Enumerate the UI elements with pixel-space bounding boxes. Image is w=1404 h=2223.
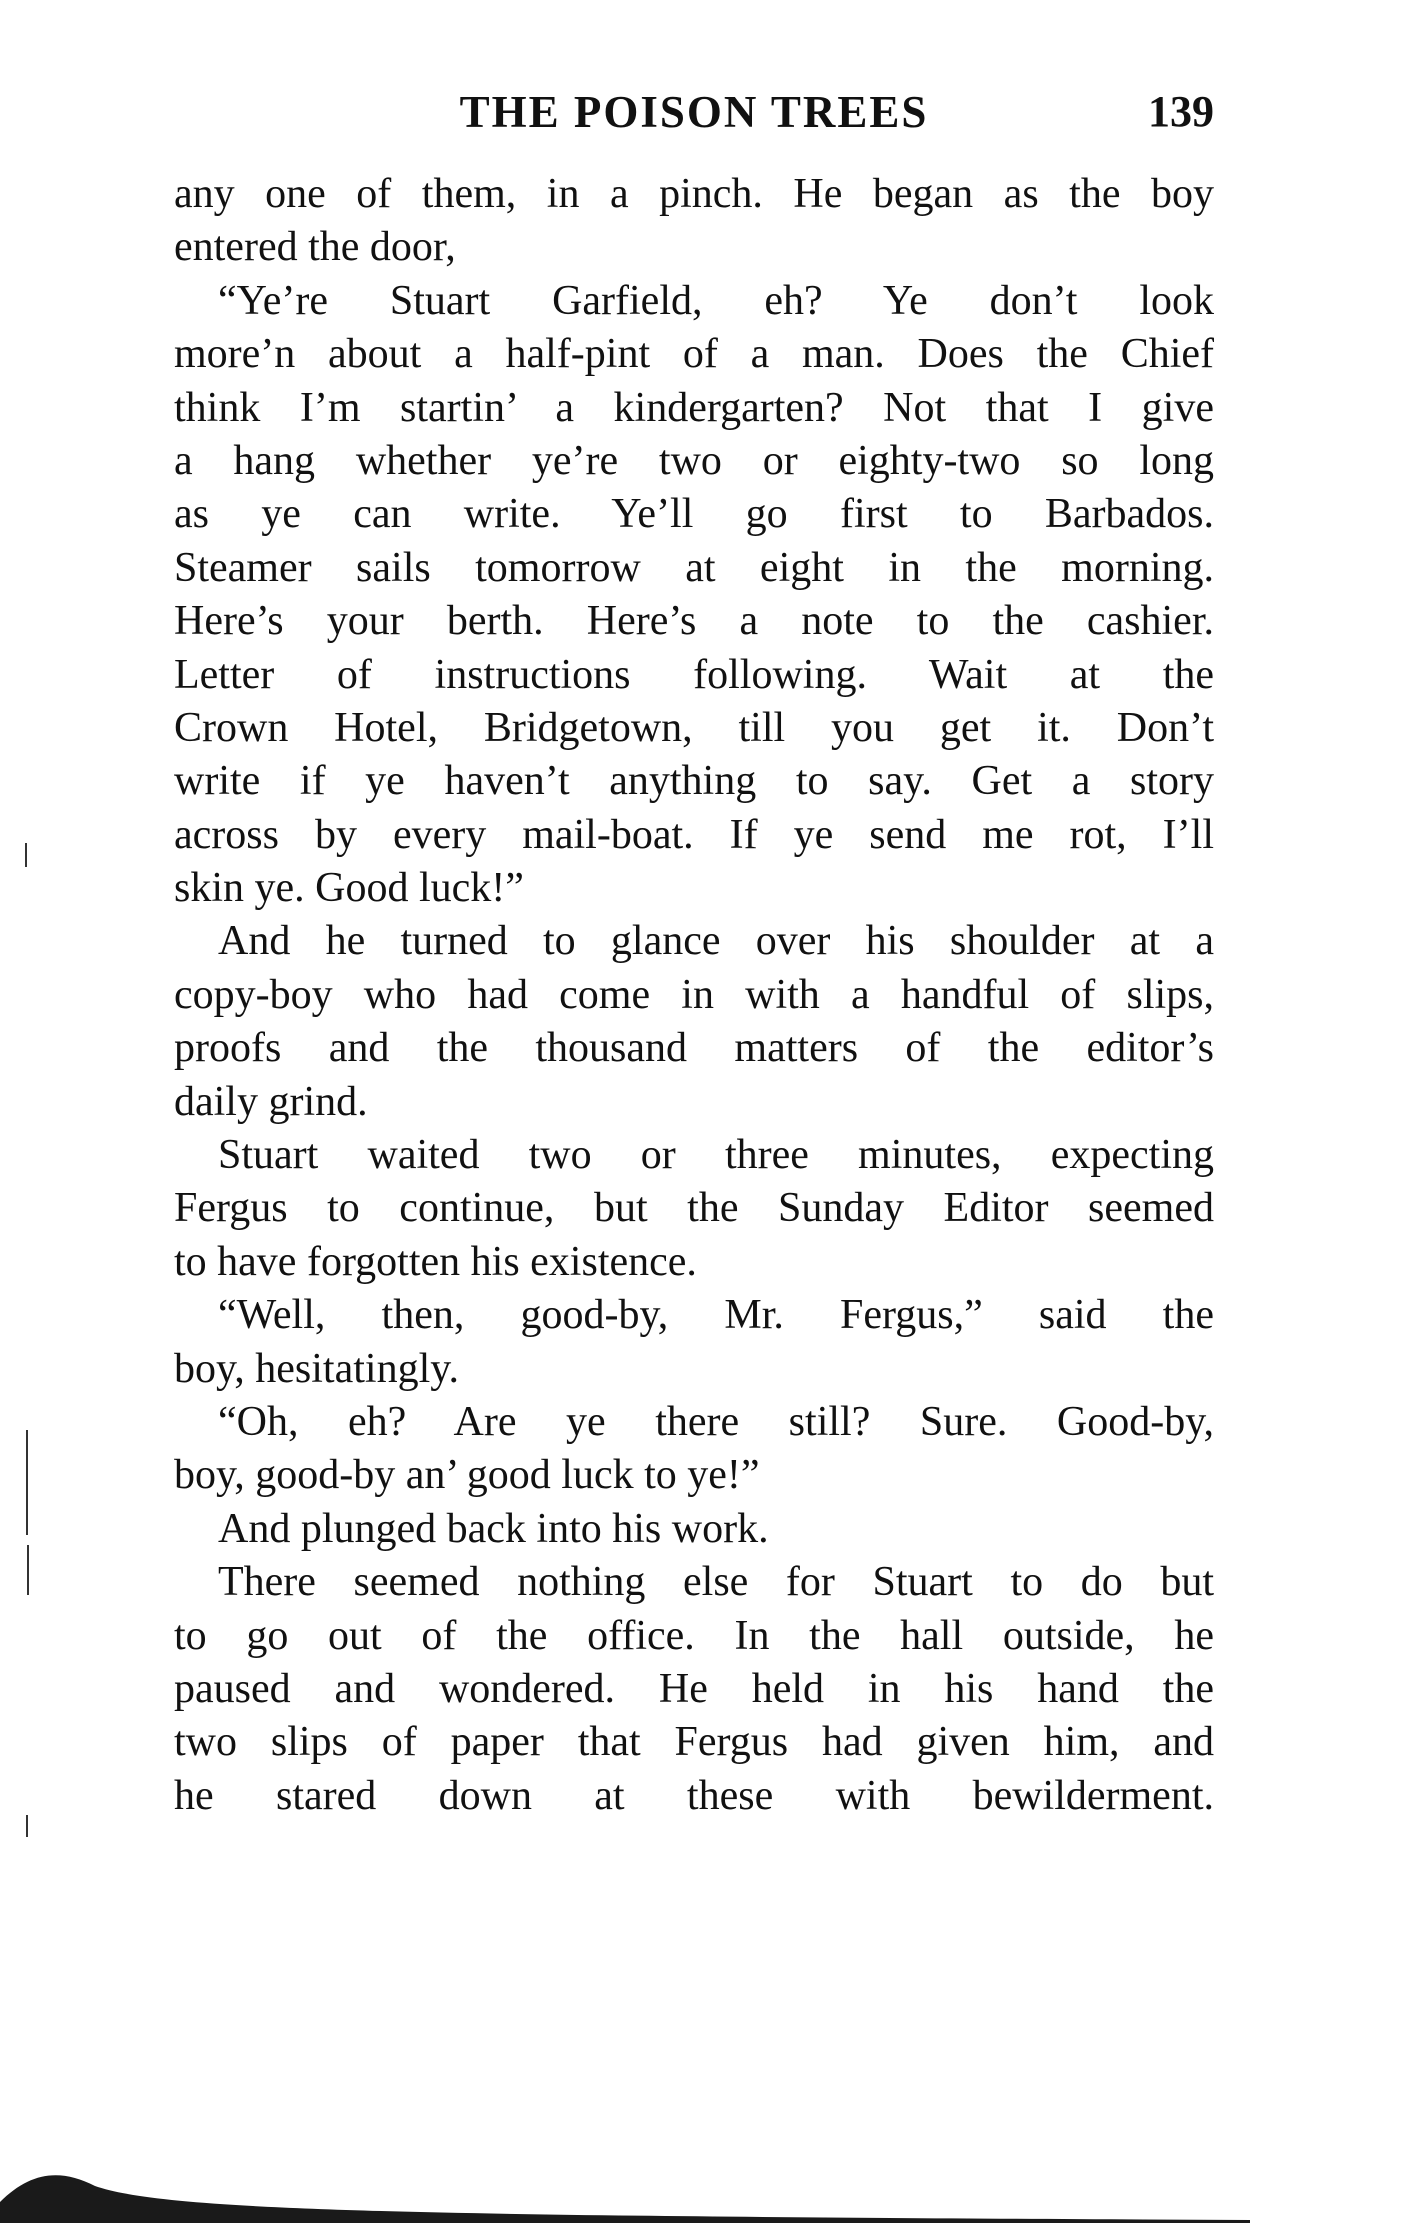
margin-scan-mark <box>26 1815 28 1837</box>
running-title: THE POISON TREES <box>459 87 929 137</box>
text-line: any one of them, in a pinch. He began as the boy <box>174 171 1214 217</box>
text-line: Steamer sails tomorrow at eight in the morning. <box>174 544 1214 591</box>
text-line: And he turned to glance over his shoulder at a <box>218 918 1214 965</box>
margin-scan-mark <box>27 1545 29 1595</box>
text-line: skin ye. Good luck!” <box>174 865 524 912</box>
body-text <box>174 168 1214 1823</box>
text-line: to go out of the office. In the hall outside, he <box>174 1612 1214 1659</box>
margin-scan-mark <box>25 843 27 867</box>
text-line: more’n about a half-pint of a man. Does the Chief <box>174 331 1214 378</box>
text-line: boy, hesitatingly. <box>174 1345 460 1392</box>
text-line: And plunged back into his work. <box>218 1505 769 1552</box>
text-line: he stared down at these with bewilderment. <box>174 1772 1214 1819</box>
text-line: “Well, then, good-by, Mr. Fergus,” said the <box>218 1292 1214 1339</box>
bottom-edge-shadow <box>0 2150 1250 2223</box>
text-line: as ye can write. Ye’ll go first to Barbados. <box>174 491 1214 538</box>
text-line: “Ye’re Stuart Garfield, eh? Ye don’t look <box>218 277 1214 324</box>
text-line: write if ye haven’t anything to say. Get a story <box>174 758 1214 805</box>
text-line: There seemed nothing else for Stuart to do but <box>218 1559 1214 1606</box>
running-head <box>174 82 1214 142</box>
text-line: Fergus to continue, but the Sunday Editor seemed <box>174 1185 1214 1232</box>
text-line: proofs and the thousand matters of the editor’s <box>174 1025 1214 1072</box>
text-line: two slips of paper that Fergus had given him, and <box>174 1719 1214 1766</box>
text-line: entered the door, <box>174 224 456 271</box>
text-line: Crown Hotel, Bridgetown, till you get it. Don’t <box>174 704 1214 751</box>
text-line: “Oh, eh? Are ye there still? Sure. Good-by, <box>218 1398 1214 1445</box>
text-line: Stuart waited two or three minutes, expecting <box>218 1132 1214 1179</box>
text-line: across by every mail-boat. If ye send me rot, I’ll <box>174 811 1214 858</box>
margin-scan-mark <box>26 1430 28 1535</box>
text-line: paused and wondered. He held in his hand the <box>174 1665 1214 1712</box>
page-number: 139 <box>1148 87 1214 136</box>
text-line: Here’s your berth. Here’s a note to the cashier. <box>174 598 1214 645</box>
text-line: think I’m startin’ a kindergarten? Not that I give <box>174 384 1214 431</box>
text-line: a hang whether ye’re two or eighty-two so long <box>174 437 1214 484</box>
text-line: Letter of instructions following. Wait at the <box>174 651 1214 698</box>
text-line: copy-boy who had come in with a handful of slips, <box>174 971 1214 1018</box>
text-line: daily grind. <box>174 1078 368 1125</box>
text-line: boy, good-by an’ good luck to ye!” <box>174 1452 760 1499</box>
text-line: to have forgotten his existence. <box>174 1238 697 1285</box>
